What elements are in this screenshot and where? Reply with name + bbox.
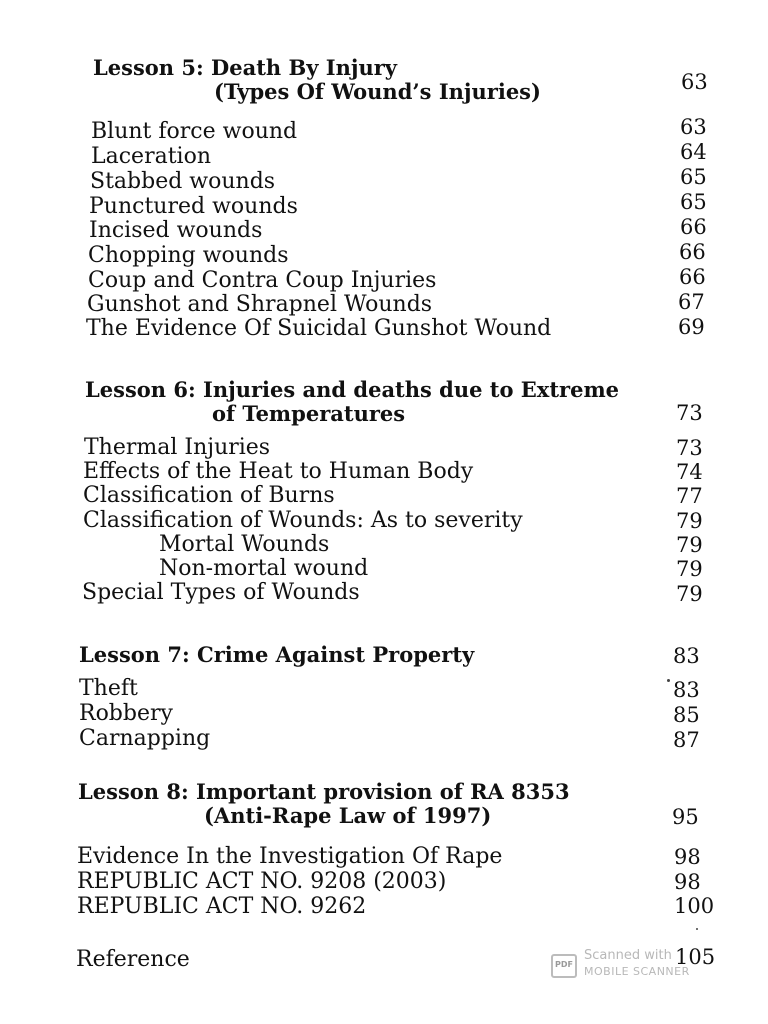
list-item-page: 100 [674,894,715,918]
scan-speck [667,679,670,682]
scan-speck [696,928,698,930]
list-item: REPUBLIC ACT NO. 9262 [77,894,367,919]
list-item: Theft [79,676,138,701]
list-item-page: 66 [679,265,706,289]
list-item: Classification of Burns [83,483,335,508]
lesson-6-title: Lesson 6: Injuries and deaths due to Extreme [85,377,620,402]
list-item-page: 67 [678,290,705,314]
list-item: Carnapping [79,726,211,751]
list-item: Special Types of Wounds [82,580,360,605]
reference-label: Reference [76,947,190,972]
lesson-5-title: Lesson 5: Death By Injury [93,55,397,80]
lesson-8-title: Lesson 8: Important provision of RA 8353 [78,779,570,804]
list-item-page: 83 [673,678,700,702]
list-item-page: 79 [676,509,703,533]
lesson-8-subtitle: (Anti-Rape Law of 1997) [204,803,492,828]
list-item-page: 66 [680,215,707,239]
list-item-page: 79 [676,533,703,557]
list-item-page: 77 [676,484,703,508]
watermark-line-2: MOBILE SCANNER [584,965,690,978]
list-item-sub: Mortal Wounds [159,532,330,557]
list-item-page: 69 [678,315,705,339]
list-item: REPUBLIC ACT NO. 9208 (2003) [77,869,447,894]
lesson-5-subtitle: (Types Of Wound’s Injuries) [214,79,541,104]
list-item-page: 98 [674,845,701,869]
reference-page: 105 [675,945,716,969]
list-item-page: 65 [680,190,707,214]
lesson-6-subtitle: of Temperatures [212,401,406,426]
list-item-page: 79 [676,557,703,581]
list-item: Coup and Contra Coup Injuries [88,268,437,293]
list-item-page: 98 [674,870,701,894]
list-item: Blunt force wound [91,119,298,144]
list-item: Punctured wounds [89,194,298,219]
list-item-page: 66 [679,240,706,264]
lesson-5-page: 63 [681,70,708,94]
list-item: Robbery [79,701,173,726]
pdf-icon: PDF [551,954,577,978]
list-item-page: 87 [673,728,700,752]
list-item-page: 73 [676,436,703,460]
lesson-8-page: 95 [672,805,699,829]
lesson-6-page: 73 [676,401,703,425]
list-item: Stabbed wounds [90,169,276,194]
list-item-page: 65 [680,165,707,189]
list-item: Gunshot and Shrapnel Wounds [87,292,433,317]
lesson-7-page: 83 [673,644,700,668]
list-item: The Evidence Of Suicidal Gunshot Wound [86,316,552,341]
watermark-line-1: Scanned with [584,948,672,963]
list-item: Laceration [91,144,211,169]
list-item-page: 79 [676,582,703,606]
list-item: Evidence In the Investigation Of Rape [77,844,503,869]
list-item-sub: Non-mortal wound [159,556,369,581]
list-item: Chopping wounds [88,243,289,268]
list-item: Classification of Wounds: As to severity [83,508,523,533]
list-item-page: 64 [680,140,707,164]
lesson-7-title: Lesson 7: Crime Against Property [79,642,475,667]
list-item: Incised wounds [89,218,263,243]
list-item: Effects of the Heat to Human Body [83,459,474,484]
list-item-page: 63 [680,115,707,139]
list-item-page: 85 [673,703,700,727]
list-item: Thermal Injuries [84,435,271,460]
list-item-page: 74 [676,460,703,484]
